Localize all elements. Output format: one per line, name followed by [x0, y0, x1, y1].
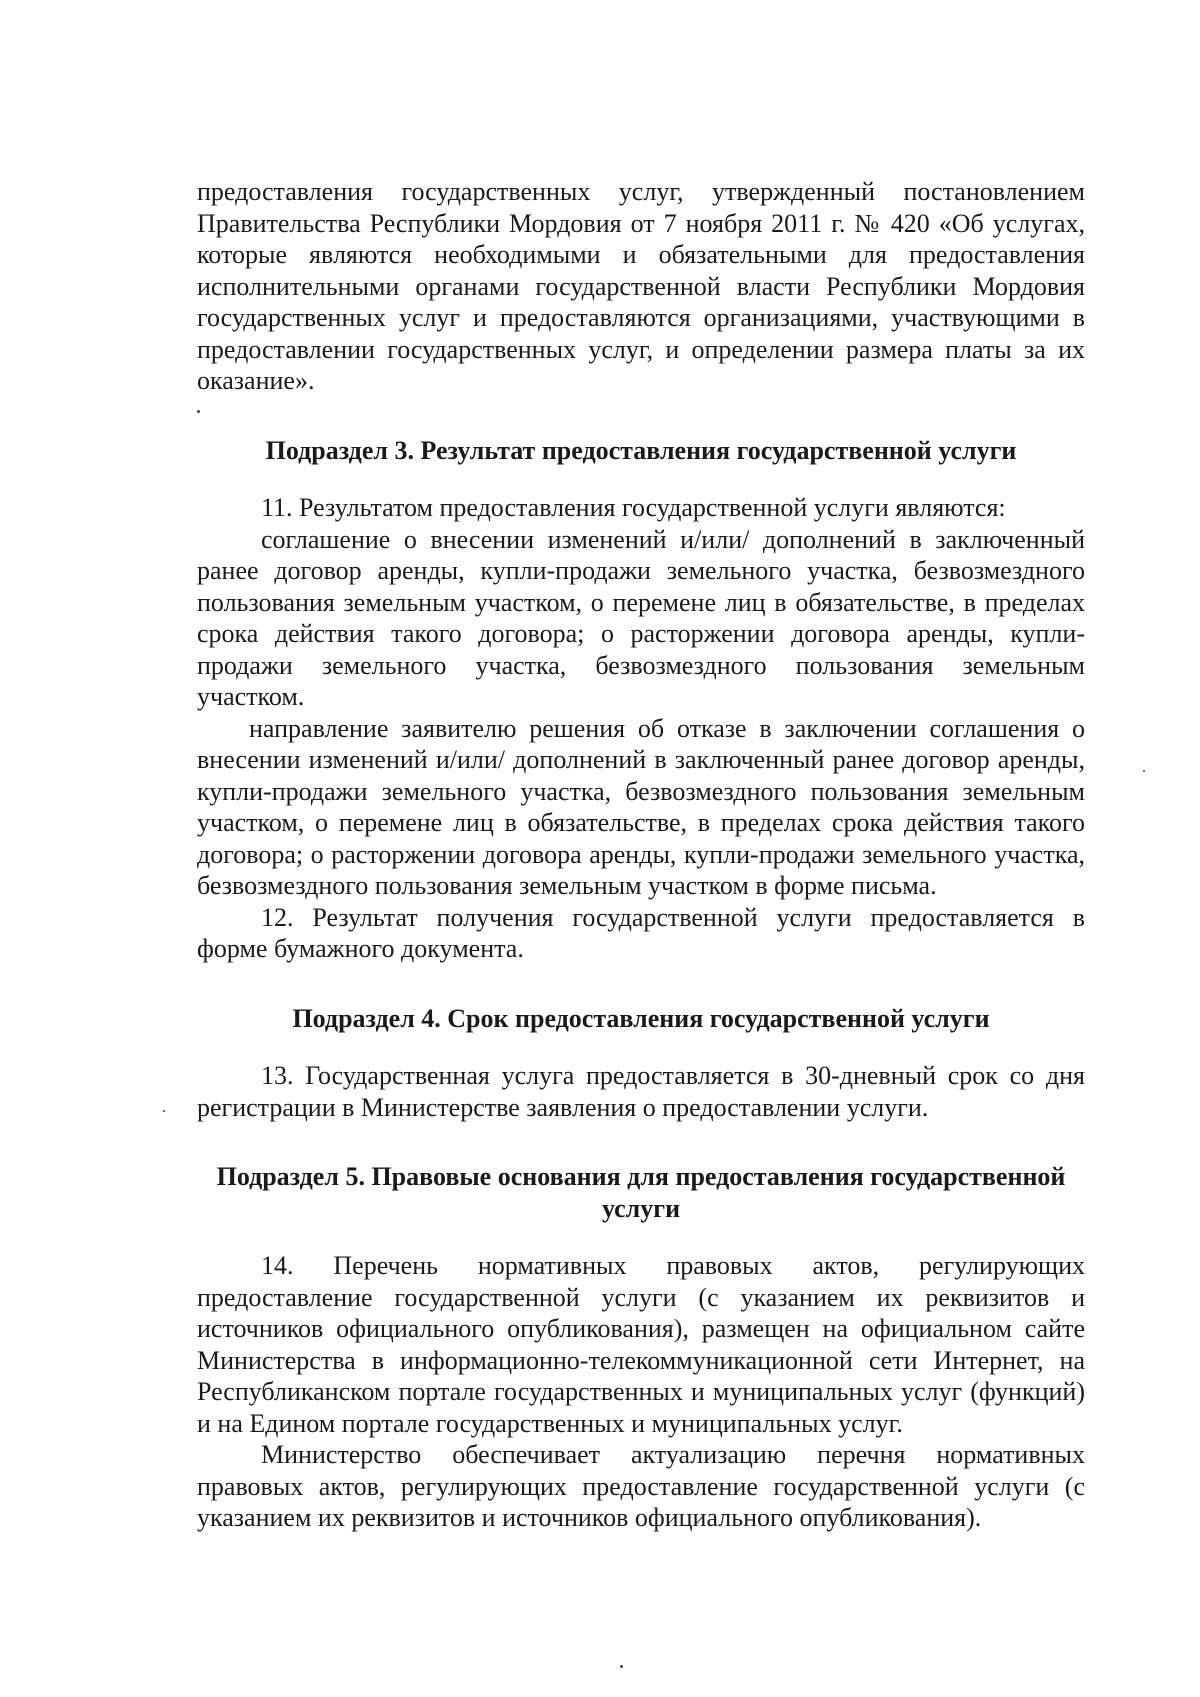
document-body — [197, 176, 1085, 1534]
scan-speck — [620, 1665, 623, 1668]
paragraph-11-item-1: соглашение о внесении изменений и/или/ дополнений в заключенный ранее договор аренды, купли-продажи земельного участка, безвозмездного пользования земельным участком, о перемене лиц в обязательстве, в пределах срока действия такого договора; о расторжении договора аренды, купли-продажи земельного участка, безвозмездного пользования земельным участком. — [197, 524, 1085, 711]
paragraph-11: 11. Результатом предоставления государственной услуги являются: — [261, 493, 1006, 522]
paragraph-12: 12. Результат получения государственной услуги предоставляется в форме бумажного документа. — [197, 902, 1085, 963]
scan-speck — [1143, 770, 1145, 772]
paragraph-11-item-2: направление заявителю решения об отказе в заключении соглашения о внесении изменений и/или/ дополнений в заключенный ранее договор аренды, купли-продажи земельного участка, безвозмездного пользования земельным участком, о перемене лиц в обязательстве, в пределах срока действия такого договора; о расторжении договора аренды, купли-продажи земельного участка, безвозмездного пользования земельным участком в форме письма. — [197, 713, 1085, 900]
section-3-heading: Подраздел 3. Результат предоставления государственной услуги — [265, 435, 1017, 465]
paragraph-13: 13. Государственная услуга предоставляется в 30-дневный срок со дня регистрации в Министерстве заявления о предоставлении услуги. — [197, 1061, 1085, 1122]
section-4-heading: Подраздел 4. Срок предоставления государственной услуги — [292, 1003, 990, 1033]
scan-speck — [197, 410, 200, 413]
section-5-heading: Подраздел 5. Правовые основания для предоставления государственной услуги — [216, 1162, 1066, 1223]
intro-paragraph: предоставления государственных услуг, утвержденный постановлением Правительства Республики Мордовия от 7 ноября 2011 г. № 420 «Об услугах, которые являются необходимыми и обязательными для предоставления исполнительными органами государственной власти Республики Мордовия государственных услуг и предоставляются организациями, участвующими в предоставлении государственных услуг, и определении размера платы за их оказание». — [197, 177, 1085, 395]
scan-speck — [163, 1110, 165, 1112]
paragraph-14: 14. Перечень нормативных правовых актов, регулирующих предоставление государственной услуги (с указанием их реквизитов и источников официального опубликования), размещен на официальном сайте Министерства в информационно-телекоммуникационной сети Интернет, на Республиканском портале государственных и муниципальных услуг (функций) и на Едином портале государственных и муниципальных услуг. — [197, 1251, 1085, 1438]
paragraph-14-continuation: Министерство обеспечивает актуализацию перечня нормативных правовых актов, регулирующих предоставление государственной услуги (с указанием их реквизитов и источников официального опубликования). — [197, 1440, 1085, 1532]
